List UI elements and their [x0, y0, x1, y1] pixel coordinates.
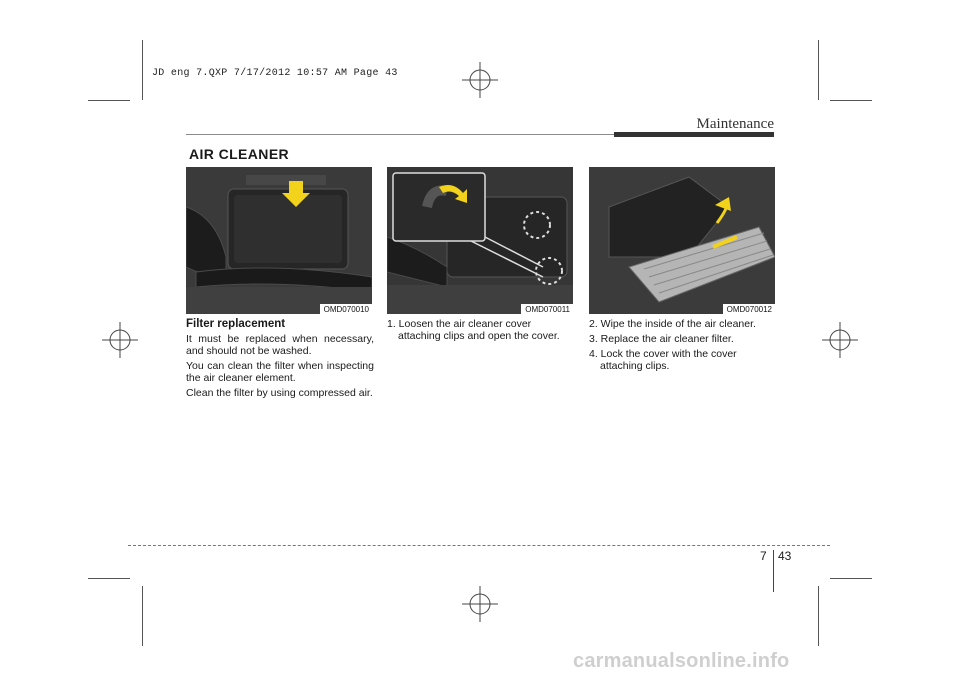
- registration-mark-bottom: [462, 586, 498, 622]
- registration-mark-left: [102, 322, 138, 358]
- step-item: 2. Wipe the inside of the air cleaner.: [589, 318, 756, 330]
- column-steps-2-4: [589, 318, 777, 375]
- page-number-separator: [773, 550, 774, 592]
- figure-code: OMD070012: [723, 304, 775, 314]
- registration-mark-right: [822, 322, 858, 358]
- engine-clip-illustration: [387, 167, 573, 314]
- engine-photo-illustration: [186, 167, 372, 314]
- chapter-number: 7: [760, 549, 767, 563]
- page-title: AIR CLEANER: [189, 146, 290, 162]
- figure-code: OMD070011: [521, 304, 573, 314]
- page-number: 43: [778, 549, 792, 563]
- filter-photo-illustration: [589, 167, 775, 314]
- figure-code: OMD070010: [320, 304, 372, 314]
- paragraph: Clean the filter by using compressed air.: [186, 387, 373, 399]
- paragraph: You can clean the filter when inspecting the air cleaner element.: [186, 360, 374, 384]
- step-item: 1. Loosen the air cleaner cover attaching clips and open the cover.: [387, 318, 560, 342]
- watermark: carmanualsonline.info: [573, 650, 790, 672]
- figure-air-cleaner-closed: [186, 167, 372, 314]
- registration-mark-top: [462, 62, 498, 98]
- footer-rule: [128, 545, 830, 546]
- step-item: 4. Lock the cover with the cover attaching clips.: [589, 348, 737, 372]
- step-item: 3. Replace the air cleaner filter.: [589, 333, 734, 345]
- print-slug: JD eng 7.QXP 7/17/2012 10:57 AM Page 43: [152, 68, 398, 79]
- subheading: Filter replacement: [186, 318, 286, 330]
- paragraph: It must be replaced when necessary, and should not be washed.: [186, 333, 374, 357]
- header-bar: [614, 132, 774, 137]
- figure-filter-replacement: [589, 167, 775, 314]
- column-step-1: [387, 318, 575, 345]
- column-filter-replacement: [186, 318, 374, 402]
- figure-air-cleaner-clips: [387, 167, 573, 314]
- section-label: Maintenance: [696, 116, 774, 132]
